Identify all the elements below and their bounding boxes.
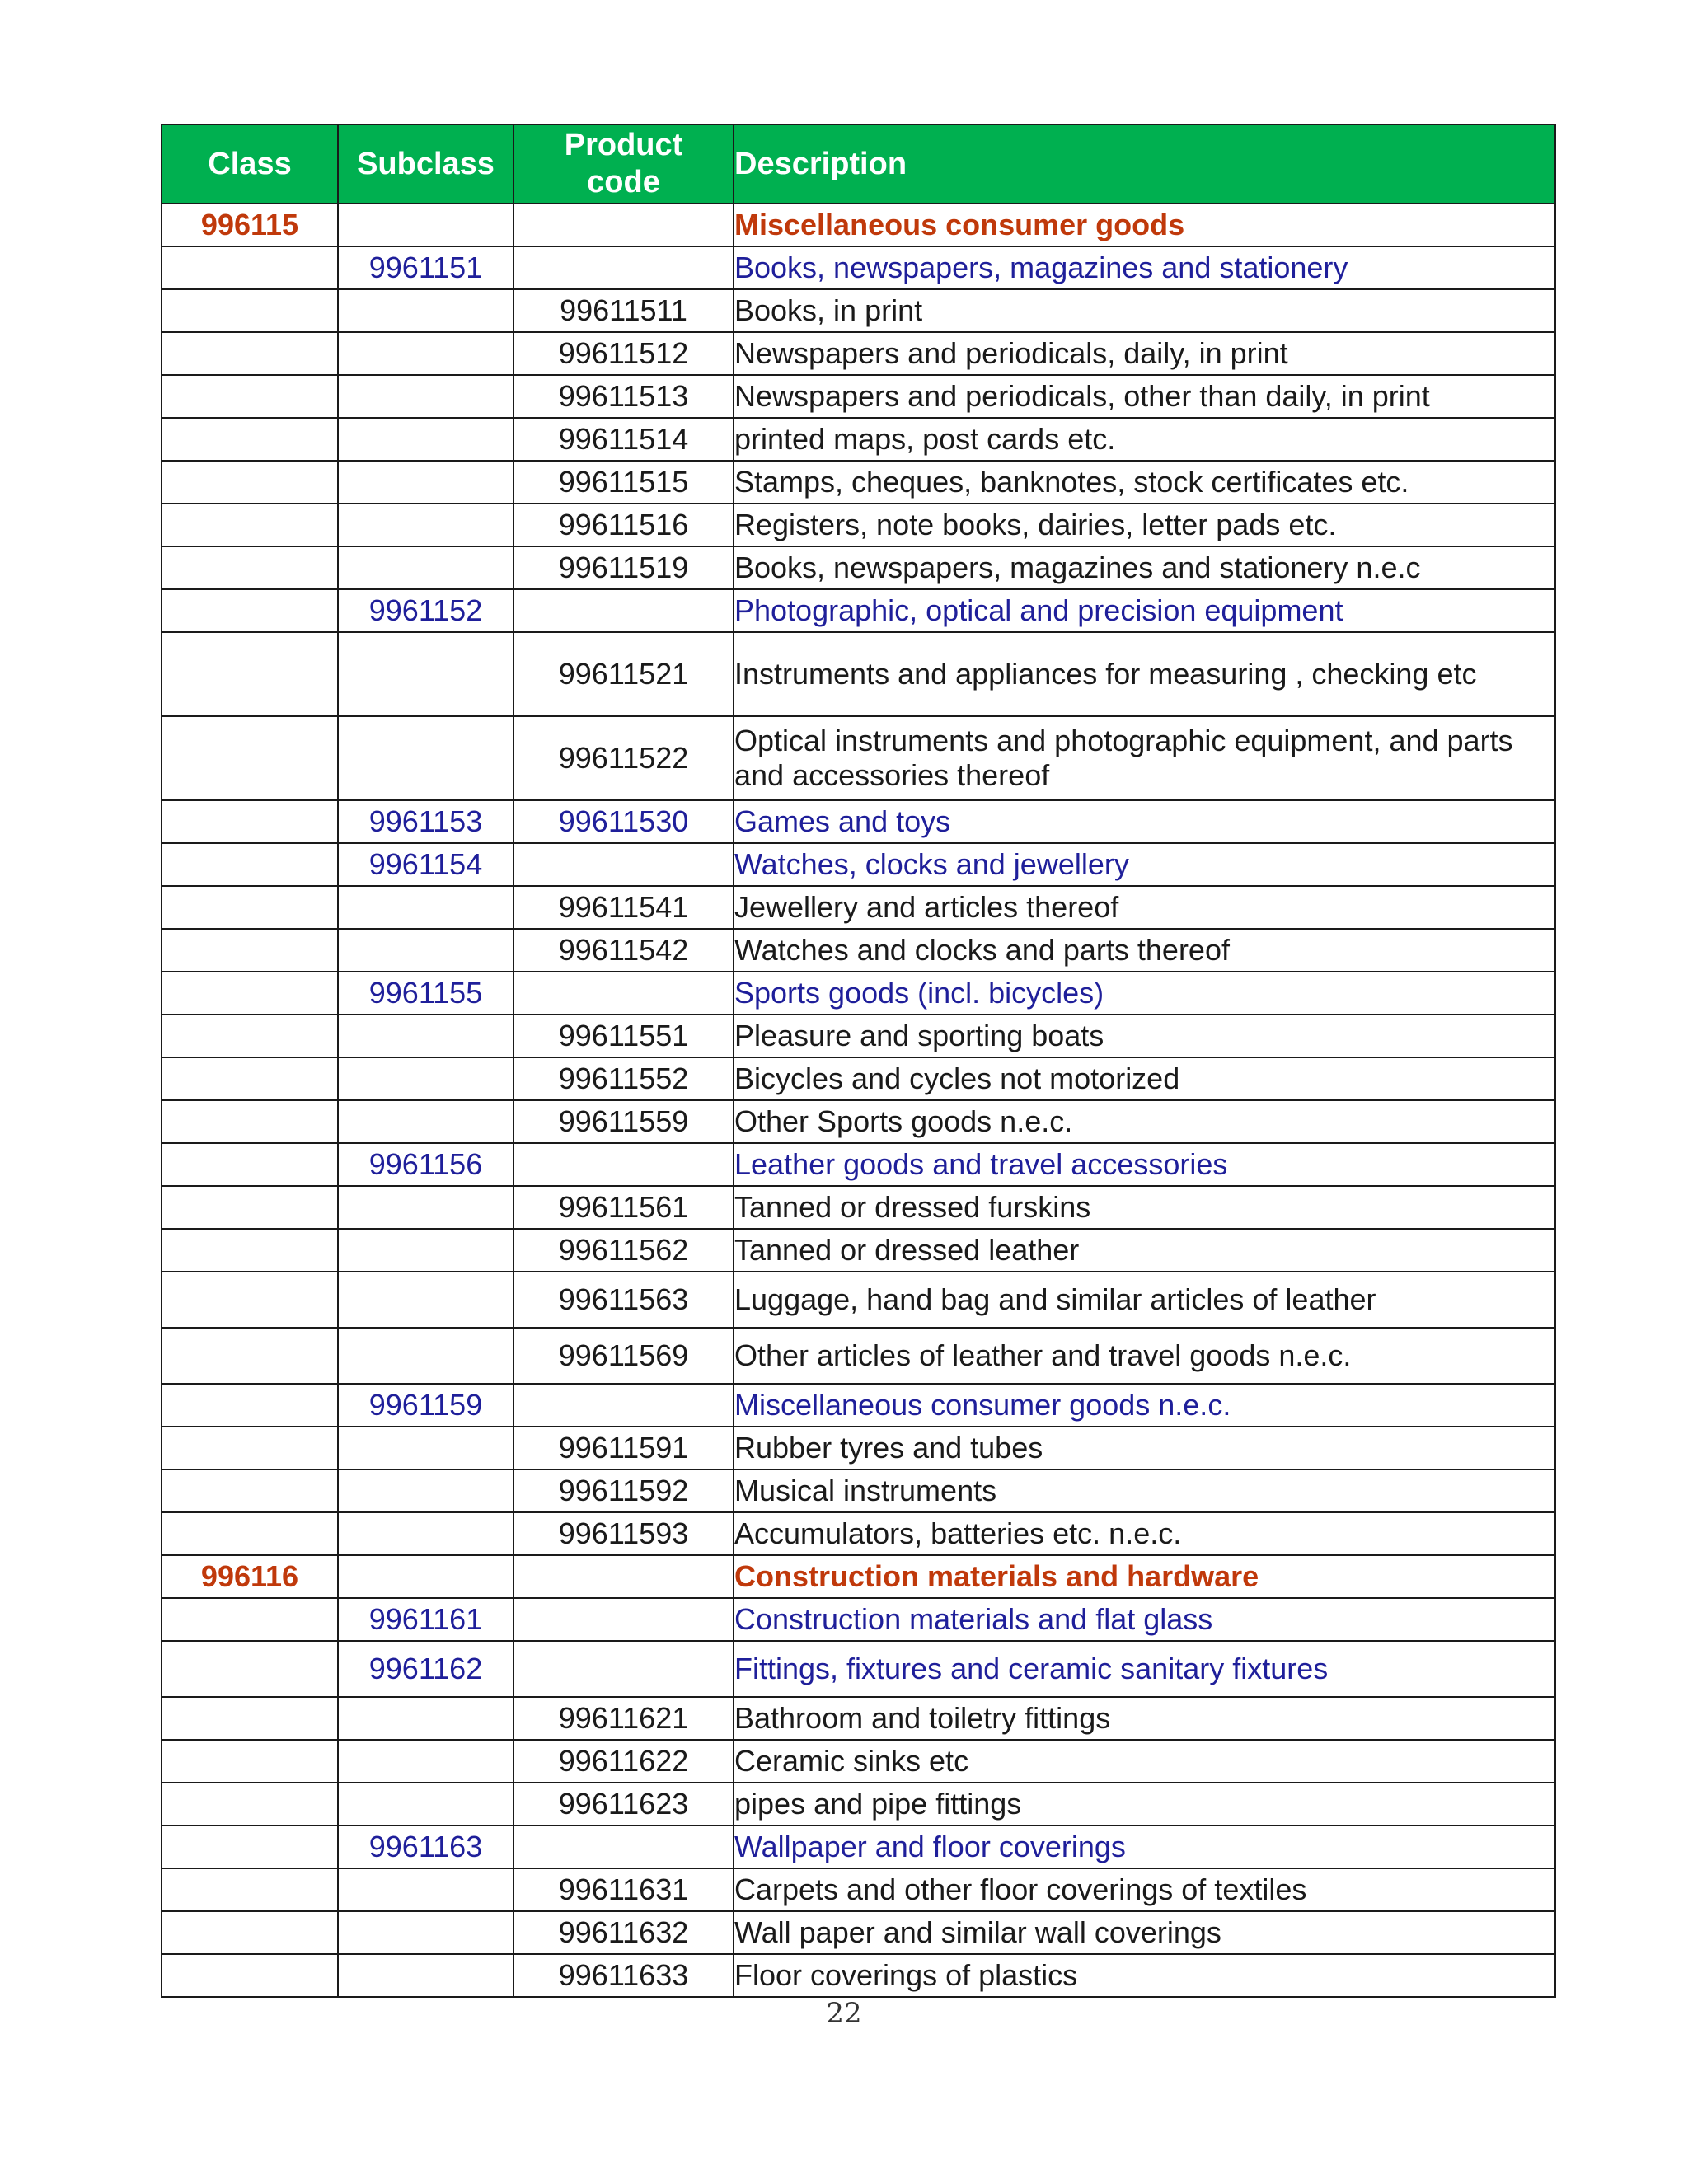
subclass-cell-text: 9961152 [368,593,483,627]
table-row [162,632,1555,716]
description-cell-text: Wallpaper and floor coverings [734,1829,1126,1863]
subclass-cell [338,1328,513,1384]
description-cell [734,1143,1555,1186]
product-code-cell [513,800,734,843]
class-cell [162,632,338,716]
subclass-cell [338,1186,513,1229]
product-code-cell [513,1427,734,1469]
description-cell [734,418,1555,461]
subclass-cell [338,632,513,716]
product-code-cell [513,1783,734,1825]
subclass-cell [338,1015,513,1057]
description-cell-text: Fittings, fixtures and ceramic sanitary fixtures [734,1651,1329,1685]
table-row [162,1229,1555,1272]
description-cell [734,1272,1555,1328]
product-code-cell [513,1057,734,1100]
product-code-cell [513,504,734,546]
description-cell [734,1057,1555,1100]
description-cell [734,1868,1555,1911]
table-row [162,1512,1555,1555]
description-cell-text: Other Sports goods n.e.c. [734,1104,1073,1138]
description-cell [734,1015,1555,1057]
subclass-cell [338,1272,513,1328]
description-cell-text: Construction materials and flat glass [734,1601,1213,1636]
description-cell-text: pipes and pipe fittings [734,1786,1022,1821]
subclass-cell [338,1512,513,1555]
table-row [162,800,1555,843]
subclass-cell-text: 9961161 [368,1601,483,1636]
product-code-cell [513,1328,734,1384]
description-cell [734,589,1555,632]
service-code-table [161,124,1556,1998]
description-cell-text: Carpets and other floor coverings of textiles [734,1872,1307,1906]
product-code-cell [513,1186,734,1229]
description-cell-text: Games and toys [734,804,951,838]
product-code-cell-text: 99611516 [558,507,689,541]
subclass-cell [338,1598,513,1641]
product-code-cell [513,929,734,972]
product-code-cell-text: 99611621 [558,1700,689,1735]
product-code-cell [513,289,734,332]
table-row [162,1427,1555,1469]
product-code-cell [513,1143,734,1186]
product-code-cell-text: 99611514 [558,421,689,456]
table-row [162,589,1555,632]
description-cell [734,929,1555,972]
subclass-cell-text: 9961156 [368,1146,483,1181]
table-header-row [162,124,1555,204]
product-code-cell [513,1697,734,1740]
class-cell [162,1697,338,1740]
product-code-cell-text: 99611623 [558,1786,689,1821]
description-cell-text: Stamps, cheques, banknotes, stock certificates etc. [734,464,1409,499]
product-code-cell-text: 99611632 [558,1915,689,1949]
description-cell-text: Other articles of leather and travel goods n.e.c. [734,1338,1352,1372]
class-cell [162,332,338,375]
class-cell [162,1954,338,1997]
class-cell [162,1328,338,1384]
description-cell [734,1512,1555,1555]
class-cell [162,504,338,546]
description-cell-text: Miscellaneous consumer goods [734,207,1185,241]
description-cell [734,1641,1555,1697]
class-cell [162,1555,338,1598]
product-code-cell-text: 99611519 [558,550,689,584]
product-code-cell [513,1469,734,1512]
class-cell [162,886,338,929]
subclass-cell [338,1641,513,1697]
description-cell-text: Tanned or dressed furskins [734,1189,1091,1224]
description-cell [734,843,1555,886]
product-code-cell-text: 99611521 [558,656,689,691]
header-description: Description [734,124,1555,204]
product-code-cell-text: 99611511 [560,293,687,327]
product-code-cell [513,1598,734,1641]
product-code-cell-text: 99611530 [558,804,689,838]
table-row [162,546,1555,589]
description-cell-text: Books, newspapers, magazines and stationery n.e.c [734,550,1421,584]
subclass-cell [338,1143,513,1186]
subclass-cell [338,332,513,375]
description-cell [734,1954,1555,1997]
description-cell [734,1100,1555,1143]
subclass-cell [338,1868,513,1911]
subclass-cell [338,1954,513,1997]
description-cell-text: Newspapers and periodicals, daily, in print [734,335,1288,370]
table-row [162,1100,1555,1143]
class-cell [162,1825,338,1868]
description-cell-text: Pleasure and sporting boats [734,1018,1104,1052]
description-cell [734,246,1555,289]
product-code-cell [513,1100,734,1143]
subclass-cell [338,929,513,972]
subclass-cell [338,1911,513,1954]
table-row [162,1186,1555,1229]
table-row [162,1697,1555,1740]
class-cell [162,1740,338,1783]
subclass-cell [338,1825,513,1868]
header-product-code-line1: Product [564,128,683,163]
subclass-cell [338,1229,513,1272]
product-code-cell [513,1911,734,1954]
subclass-cell-text: 9961151 [368,250,483,284]
class-cell [162,589,338,632]
description-cell-text: Luggage, hand bag and similar articles of leather [734,1282,1376,1316]
product-code-cell [513,246,734,289]
product-code-cell [513,204,734,246]
table-row [162,1384,1555,1427]
class-cell [162,1783,338,1825]
description-cell [734,1783,1555,1825]
description-cell [734,332,1555,375]
description-cell-text: Accumulators, batteries etc. n.e.c. [734,1516,1182,1550]
product-code-cell [513,632,734,716]
description-cell [734,1911,1555,1954]
description-cell-text: Floor coverings of plastics [734,1957,1078,1992]
description-cell-text: Books, in print [734,293,923,327]
class-cell [162,1598,338,1641]
class-cell [162,1186,338,1229]
description-cell [734,1469,1555,1512]
table-row [162,1740,1555,1783]
description-cell-text: Rubber tyres and tubes [734,1430,1043,1465]
product-code-cell-text: 99611551 [558,1018,689,1052]
class-cell [162,546,338,589]
subclass-cell-text: 9961159 [368,1387,483,1422]
table-row [162,246,1555,289]
class-cell [162,461,338,504]
class-cell [162,418,338,461]
description-cell [734,1384,1555,1427]
subclass-cell [338,246,513,289]
description-cell-text: Tanned or dressed leather [734,1232,1080,1267]
table-row [162,289,1555,332]
description-cell [734,1740,1555,1783]
table-row [162,1598,1555,1641]
description-cell [734,461,1555,504]
subclass-cell [338,1697,513,1740]
description-cell [734,1825,1555,1868]
table-row [162,418,1555,461]
description-cell-text: Watches and clocks and parts thereof [734,932,1230,967]
class-cell [162,1057,338,1100]
product-code-cell [513,1512,734,1555]
description-cell [734,800,1555,843]
subclass-cell [338,418,513,461]
description-cell [734,632,1555,716]
description-cell [734,716,1555,800]
class-cell-text: 996115 [200,207,299,241]
description-cell-text: Registers, note books, dairies, letter pads etc. [734,507,1337,541]
class-cell [162,972,338,1015]
product-code-cell [513,375,734,418]
subclass-cell [338,1100,513,1143]
class-cell [162,1100,338,1143]
description-cell [734,504,1555,546]
description-cell [734,1229,1555,1272]
description-cell [734,1328,1555,1384]
description-cell-text: Jewellery and articles thereof [734,889,1119,924]
table-row [162,1783,1555,1825]
subclass-cell [338,1783,513,1825]
description-cell [734,375,1555,418]
description-cell-text: Leather goods and travel accessories [734,1146,1228,1181]
product-code-cell [513,546,734,589]
class-cell [162,204,338,246]
product-code-cell-text: 99611515 [558,464,689,499]
description-cell-text: Instruments and appliances for measuring , checking etc [734,656,1477,691]
subclass-cell [338,1469,513,1512]
product-code-cell-text: 99611561 [558,1189,689,1224]
product-code-cell [513,972,734,1015]
subclass-cell [338,546,513,589]
product-code-cell-text: 99611569 [558,1338,689,1372]
description-cell [734,1186,1555,1229]
subclass-cell [338,1427,513,1469]
product-code-cell [513,1825,734,1868]
subclass-cell [338,589,513,632]
table-row [162,972,1555,1015]
product-code-cell-text: 99611559 [558,1104,689,1138]
description-cell-text: Photographic, optical and precision equipment [734,593,1343,627]
table-row [162,375,1555,418]
subclass-cell [338,204,513,246]
class-cell [162,1911,338,1954]
product-code-cell-text: 99611542 [558,932,689,967]
class-cell [162,843,338,886]
product-code-cell-text: 99611513 [558,378,689,413]
header-product-code-line2: code [587,165,660,199]
class-cell [162,1384,338,1427]
class-cell [162,1015,338,1057]
product-code-cell [513,716,734,800]
description-cell-text: Books, newspapers, magazines and stationery [734,250,1348,284]
product-code-cell-text: 99611592 [558,1473,689,1507]
table-row [162,716,1555,800]
subclass-cell-text: 9961155 [368,975,483,1010]
product-code-cell [513,1384,734,1427]
product-code-cell [513,461,734,504]
table-row [162,886,1555,929]
product-code-cell-text: 99611552 [558,1061,689,1095]
product-code-cell-text: 99611622 [558,1743,689,1778]
subclass-cell [338,800,513,843]
class-cell [162,929,338,972]
description-cell [734,1427,1555,1469]
subclass-cell [338,716,513,800]
subclass-cell [338,375,513,418]
subclass-cell-text: 9961162 [368,1651,483,1685]
table-row [162,461,1555,504]
table-row [162,1911,1555,1954]
product-code-cell-text: 99611522 [558,740,689,775]
subclass-cell-text: 9961153 [368,804,483,838]
product-code-cell [513,1229,734,1272]
class-cell [162,716,338,800]
product-code-cell [513,332,734,375]
product-code-cell [513,589,734,632]
table-row [162,1143,1555,1186]
table-row [162,1825,1555,1868]
description-cell [734,546,1555,589]
header-class: Class [162,124,338,204]
subclass-cell [338,1384,513,1427]
description-cell-text: Newspapers and periodicals, other than daily, in print [734,378,1430,413]
product-code-cell-text: 99611512 [558,335,689,370]
product-code-cell [513,1641,734,1697]
class-cell-text: 996116 [200,1558,299,1593]
header-product-code [513,124,734,204]
subclass-cell [338,461,513,504]
table-row [162,1954,1555,1997]
table-row [162,1469,1555,1512]
table-row [162,1555,1555,1598]
product-code-cell [513,886,734,929]
product-code-cell-text: 99611633 [558,1957,689,1992]
subclass-cell [338,843,513,886]
subclass-cell [338,1555,513,1598]
subclass-cell [338,972,513,1015]
table-row [162,1272,1555,1328]
table-row [162,504,1555,546]
class-cell [162,1868,338,1911]
description-cell-text: Optical instruments and photographic equipment, and parts and accessories thereof [734,723,1513,792]
description-cell [734,289,1555,332]
description-cell-text: Wall paper and similar wall coverings [734,1915,1221,1949]
table-row [162,204,1555,246]
product-code-cell [513,1015,734,1057]
description-cell-text: Bathroom and toiletry fittings [734,1700,1111,1735]
product-code-cell-text: 99611563 [558,1282,689,1316]
class-cell [162,1512,338,1555]
subclass-cell [338,1740,513,1783]
product-code-cell [513,843,734,886]
product-code-cell [513,1740,734,1783]
class-cell [162,1229,338,1272]
product-code-cell-text: 99611541 [558,889,689,924]
product-code-cell [513,1954,734,1997]
description-cell-text: Musical instruments [734,1473,997,1507]
description-cell [734,1598,1555,1641]
product-code-cell-text: 99611593 [558,1516,689,1550]
class-cell [162,1427,338,1469]
table-row [162,929,1555,972]
subclass-cell [338,289,513,332]
product-code-cell-text: 99611631 [558,1872,689,1906]
class-cell [162,246,338,289]
subclass-cell-text: 9961163 [368,1829,483,1863]
table-row [162,1015,1555,1057]
description-cell [734,1697,1555,1740]
description-cell [734,972,1555,1015]
class-cell [162,1469,338,1512]
table-row [162,1328,1555,1384]
product-code-cell [513,1555,734,1598]
table-row [162,1057,1555,1100]
class-cell [162,1272,338,1328]
page-number: 22 [826,1997,862,2030]
product-code-cell-text: 99611591 [558,1430,689,1465]
class-cell [162,289,338,332]
description-cell-text: Sports goods (incl. bicycles) [734,975,1104,1010]
table-row [162,1641,1555,1697]
description-cell-text: Ceramic sinks etc [734,1743,969,1778]
description-cell-text: Construction materials and hardware [734,1558,1259,1593]
table-row [162,843,1555,886]
description-cell-text: Watches, clocks and jewellery [734,846,1129,881]
description-cell-text: Miscellaneous consumer goods n.e.c. [734,1387,1231,1422]
header-subclass: Subclass [338,124,513,204]
product-code-cell [513,1272,734,1328]
subclass-cell [338,886,513,929]
product-code-cell [513,418,734,461]
class-cell [162,1143,338,1186]
product-code-cell-text: 99611562 [558,1232,689,1267]
subclass-cell [338,504,513,546]
description-cell [734,886,1555,929]
description-cell-text: Bicycles and cycles not motorized [734,1061,1180,1095]
product-code-cell [513,1868,734,1911]
class-cell [162,375,338,418]
description-cell [734,1555,1555,1598]
subclass-cell [338,1057,513,1100]
table-row [162,1868,1555,1911]
description-cell [734,204,1555,246]
description-cell-text: printed maps, post cards etc. [734,421,1116,456]
subclass-cell-text: 9961154 [368,846,483,881]
class-cell [162,1641,338,1697]
table-row [162,332,1555,375]
table-body [162,204,1555,1997]
class-cell [162,800,338,843]
